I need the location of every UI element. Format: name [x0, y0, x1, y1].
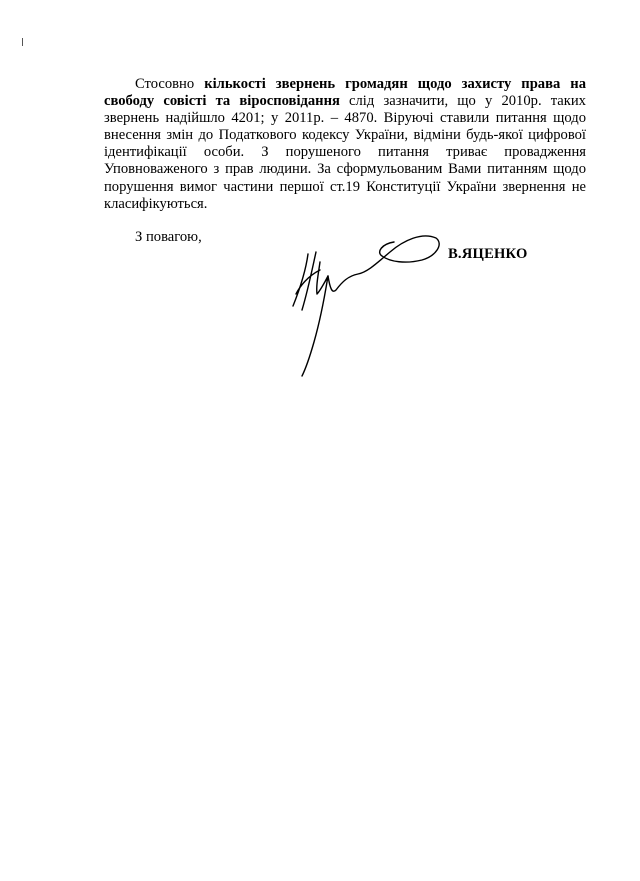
signer-name: В.ЯЦЕНКО — [448, 246, 528, 262]
letter-paragraph — [104, 76, 586, 213]
page-margin-mark — [22, 38, 23, 46]
handwritten-signature — [286, 224, 446, 384]
paragraph-bold-topic: кількості звернень громадян щодо захисту права на свободу совісті та віросповідання — [104, 76, 587, 110]
closing-salutation: З повагою, — [135, 229, 202, 245]
paragraph-intro: Стосовно — [135, 76, 205, 92]
paragraph-body: слід зазначити, що у 2010р. таких звернень надійшло 4201; у 2011р. – 4870. Віруючі ставили питання щодо внесення змін до Податкового кодексу України, відміни будь-якої цифрової ідентифікації особи. З порушеного питання триває провадження Уповноваженого з прав людини. За сформульованим Вами питанням щодо порушення вимог частини першої ст.19 Конституції України звернення не класифікуються. — [104, 93, 586, 212]
